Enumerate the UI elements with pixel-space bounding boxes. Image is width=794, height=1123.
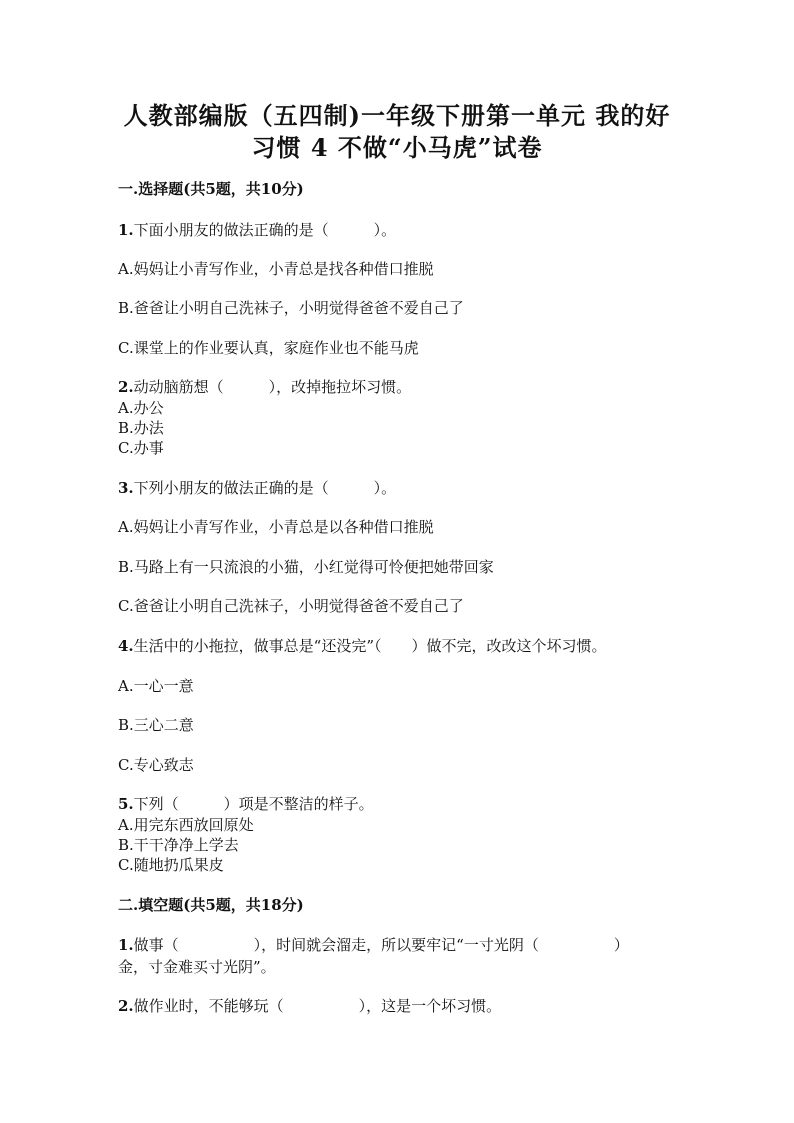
option-c: C.随地扔瓜果皮 xyxy=(118,856,224,874)
option-b: B.干干净净上学去 xyxy=(118,836,239,854)
option-c: C.专心致志 xyxy=(118,756,194,774)
question-text: 下面小朋友的做法正确的是（ ）。 xyxy=(133,221,397,239)
question-4 xyxy=(118,635,607,656)
option-b: B.马路上有一只流浪的小猫，小红觉得可怜便把她带回家 xyxy=(118,558,494,576)
question-5 xyxy=(118,793,374,814)
option-c: C.课堂上的作业要认真，家庭作业也不能马虎 xyxy=(118,339,419,357)
page-title-line-2: 习惯 4 不做“小马虎”试卷 xyxy=(251,133,543,162)
option-b: B.爸爸让小明自己洗袜子，小明觉得爸爸不爱自己了 xyxy=(118,299,464,317)
question-text: 做作业时，不能够玩（ ），这是一个坏习惯。 xyxy=(133,997,502,1015)
option-b: B.三心二意 xyxy=(118,716,194,734)
question-3 xyxy=(118,477,396,498)
option-a: A.用完东西放回原处 xyxy=(118,816,254,834)
option-b: B.办法 xyxy=(118,419,164,437)
question-2 xyxy=(118,376,411,397)
option-c: C.爸爸让小明自己洗袜子，小明觉得爸爸不爱自己了 xyxy=(118,597,464,615)
question-number: 3. xyxy=(118,479,134,497)
question-text: 做事（ ），时间就会溜走，所以要牢记“一寸光阴（ ） xyxy=(133,936,629,954)
fill-question-1-continued: 金，寸金难买寸光阴”。 xyxy=(118,958,276,976)
question-text: 生活中的小拖拉，做事总是“还没完”（ ）做不完，改改这个坏习惯。 xyxy=(133,637,607,655)
section-heading-choice: 一.选择题(共5题，共10分) xyxy=(118,180,304,198)
page-title-line-1: 人教部编版（五四制)一年级下册第一单元 我的好 xyxy=(123,101,671,130)
question-text: 下列（ ）项是不整洁的样子。 xyxy=(133,795,374,813)
question-number: 1. xyxy=(118,221,134,239)
question-text: 下列小朋友的做法正确的是（ ）。 xyxy=(133,479,397,497)
option-a: A.妈妈让小青写作业，小青总是找各种借口推脱 xyxy=(118,260,434,278)
option-a: A.妈妈让小青写作业，小青总是以各种借口推脱 xyxy=(118,518,434,536)
fill-question-1 xyxy=(118,934,629,955)
question-number: 2. xyxy=(118,997,134,1015)
question-number: 1. xyxy=(118,936,134,954)
option-c: C.办事 xyxy=(118,439,164,457)
question-1 xyxy=(118,219,396,240)
question-number: 2. xyxy=(118,378,134,396)
fill-question-2 xyxy=(118,995,501,1016)
question-text: 动动脑筋想（ ），改掉拖拉坏习惯。 xyxy=(133,378,412,396)
option-a: A.办公 xyxy=(118,399,164,417)
question-number: 4. xyxy=(118,637,134,655)
section-heading-fill: 二.填空题(共5题，共18分) xyxy=(118,896,304,914)
option-a: A.一心一意 xyxy=(118,677,194,695)
question-number: 5. xyxy=(118,795,134,813)
